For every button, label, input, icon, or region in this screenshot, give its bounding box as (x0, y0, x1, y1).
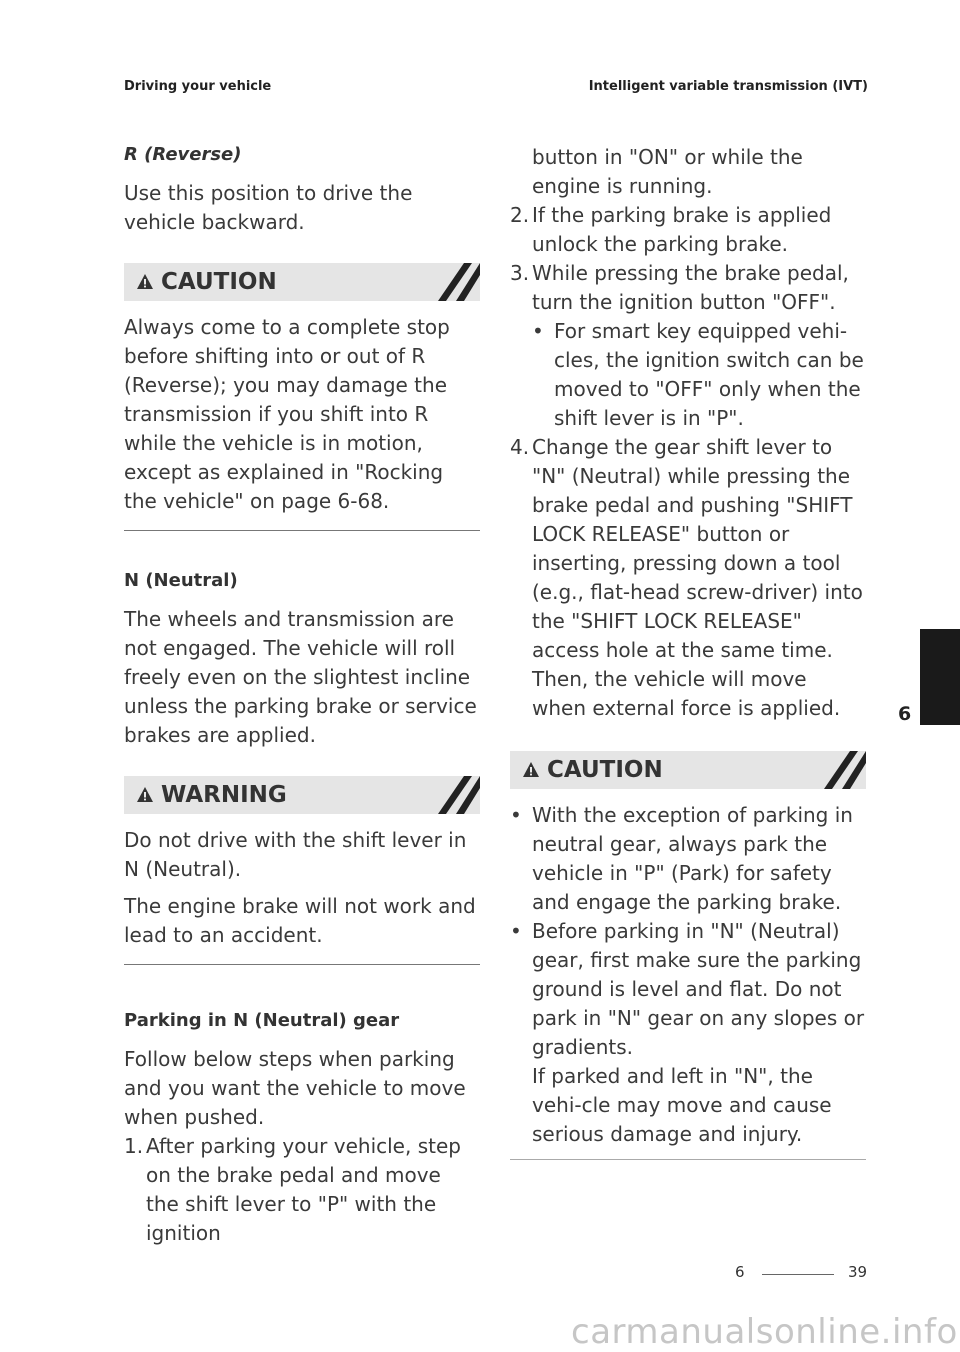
sub-step-text: For smart key equipped vehi-cles, the ignition switch can be moved to "OFF" only when the shift lever is in "P". (554, 319, 864, 430)
caution-banner (124, 263, 480, 301)
warning-triangle-icon (136, 273, 154, 291)
banner-stripes-icon (434, 263, 480, 301)
watermark: carmanualsonline.info (571, 1312, 958, 1352)
chapter-side-number: 6 (898, 703, 912, 725)
reverse-text: Use this position to drive the vehicle backward. (124, 181, 413, 234)
list-item (532, 317, 866, 433)
caution-banner (510, 751, 866, 789)
chapter-side-tab (920, 629, 960, 725)
neutral-heading: N (Neutral) (124, 570, 238, 591)
step-number: 2. (510, 203, 530, 227)
banner-stripes-icon (434, 776, 480, 814)
bullet-text: With the exception of parking in neutral gear, always park the vehicle in "P" (Park) for safety and engage the parking brake. (532, 803, 853, 914)
parking-intro: Follow below steps when parking and you want the vehicle to move when pushed. (124, 1047, 466, 1129)
warning-label: WARNING (161, 782, 287, 808)
left-column (124, 143, 480, 1248)
neutral-text: The wheels and transmission are not engaged. The vehicle will roll freely even on the slightest incline unless the parking brake or service brakes are applied. (124, 607, 477, 747)
footer-divider (762, 1274, 834, 1275)
reverse-heading: R (Reverse) (124, 144, 242, 165)
warning-banner (124, 776, 480, 814)
warning-triangle-icon (522, 761, 540, 779)
list-item (510, 801, 866, 917)
bullet: • (532, 319, 544, 343)
caution-end-rule (124, 530, 480, 531)
list-item (510, 143, 866, 201)
bullet: • (510, 803, 522, 827)
step-text: While pressing the brake pedal, turn the ignition button "OFF". (532, 261, 849, 314)
list-item (510, 259, 866, 433)
caution-text: Always come to a complete stop before shifting into or out of R (Reverse); you may damage the transmission if you shift into R while the vehicle is in motion, except as explained in "Rocking the vehicle" on page 6-68. (124, 315, 450, 513)
warning-text-2: The engine brake will not work and lead to an accident. (124, 894, 476, 947)
warning-text-1: Do not drive with the shift lever in N (Neutral). (124, 828, 467, 881)
caution-label: CAUTION (161, 269, 277, 295)
warning-triangle-icon (136, 786, 154, 804)
step-text: Change the gear shift lever to "N" (Neutral) while pressing the brake pedal and pushing "SHIFT LOCK RELEASE" button or inserting, pressing down a tool (e.g., flat-head screw-driver) into the "SHIFT LOCK RELEASE" access hole at the same time. Then, the vehicle will move when external force is applied. (532, 435, 863, 720)
step-number: 4. (510, 435, 530, 459)
footer-page-number: 39 (848, 1263, 868, 1281)
bullet-text-continued: If parked and left in "N", the vehi-cle may move and cause serious damage and injury. (532, 1064, 832, 1146)
step-text: button in "ON" or while the engine is running. (532, 145, 803, 198)
parking-steps-continued (510, 143, 866, 723)
caution-bullets (510, 801, 866, 1149)
header-section-title: Driving your vehicle (124, 79, 272, 94)
bullet: • (510, 919, 522, 943)
caution-label: CAUTION (547, 757, 663, 783)
list-item (124, 1132, 480, 1248)
step-text: If the parking brake is applied unlock the parking brake. (532, 203, 832, 256)
banner-stripes-icon (820, 751, 866, 789)
step-number: 3. (510, 261, 530, 285)
list-item (510, 917, 866, 1149)
caution-end-rule (510, 1159, 866, 1160)
step-text: After parking your vehicle, step on the brake pedal and move the shift lever to "P" with the ignition (146, 1134, 461, 1245)
parking-neutral-heading: Parking in N (Neutral) gear (124, 1010, 400, 1031)
footer-chapter-number: 6 (735, 1263, 745, 1281)
parking-steps-list (124, 1132, 480, 1248)
header-chapter-title: Intelligent variable transmission (IVT) (588, 79, 868, 94)
right-column (510, 143, 866, 1160)
list-item (510, 433, 866, 723)
bullet-text: Before parking in "N" (Neutral) gear, first make sure the parking ground is level and flat. Do not park in "N" gear on any slopes or gradients. (532, 919, 865, 1059)
list-item (510, 201, 866, 259)
step-sublist (532, 317, 866, 433)
step-number: 1. (124, 1134, 144, 1158)
warning-end-rule (124, 964, 480, 965)
